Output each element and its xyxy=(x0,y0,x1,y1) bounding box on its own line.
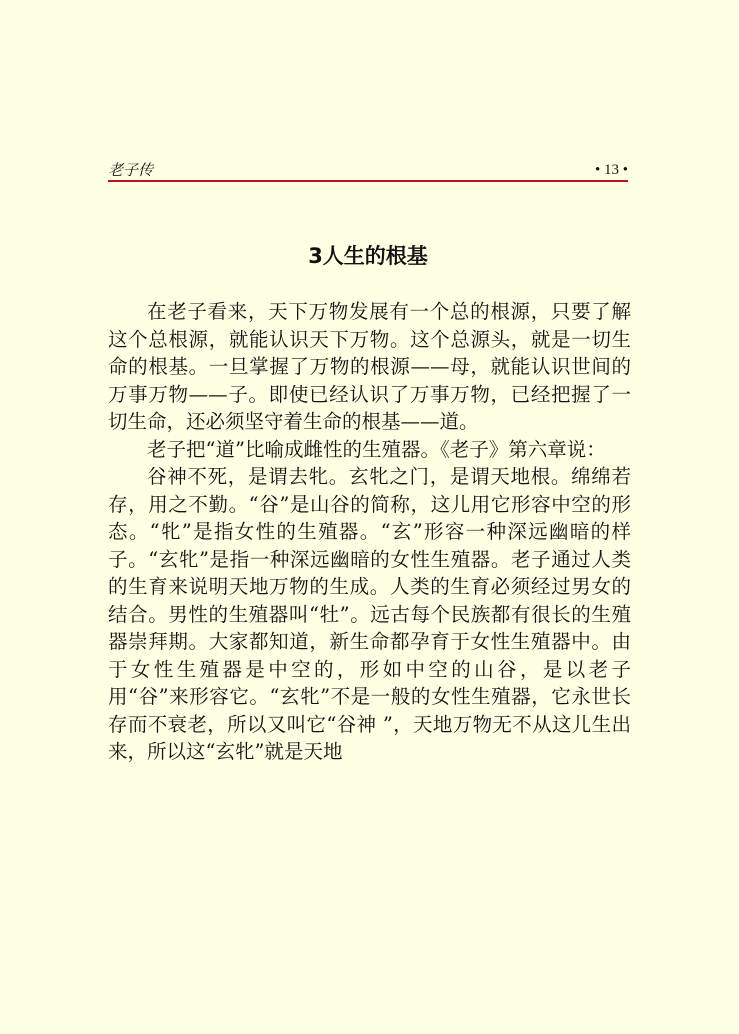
paragraph: 谷神不死，是谓去牝。玄牝之门，是谓天地根。绵绵若存，用之不勤。“谷”是山谷的简称，这儿用它形容中空的形态。“牝”是指女性的生殖器。“玄”形容一种深远幽暗的样子。“玄牝”是指一种深远幽暗的女性生殖器。老子通过人类的生育来说明天地万物的生成。人类的生育必须经过男女的结合。男性的生殖器叫“牡”。远古每个民族都有很长的生殖器崇拜期。大家都知道，新生命都孕育于女性生殖器中。由于女性生殖器是中空的，形如中空的山谷，是以老子用“谷”来形容它。“玄牝”不是一般的女性生殖器，它永世长存而不衰老，所以又叫它“谷神 ”，天地万物无不从这儿生出来，所以这“玄牝”就是天地 xyxy=(108,465,631,763)
paragraph: 在老子看来，天下万物发展有一个总的根源，只要了解这个总根源，就能认识天下万物。这个总源头，就是一切生命的根基。一旦掌握了万物的根源——母，就能认识世间的万事万物——子。即使已经认识了万事万物，已经把握了一切生命，还必须坚守着生命的根基——道。 xyxy=(108,300,631,433)
running-header xyxy=(108,160,628,182)
body-text xyxy=(108,298,631,766)
book-title: 老子传 xyxy=(108,161,154,179)
paragraph: 老子把“道”比喻成雌性的生殖器。《老子》第六章说： xyxy=(147,437,606,461)
section-title: 3人生的根基 xyxy=(308,244,428,268)
page-number: • 13 • xyxy=(594,162,628,178)
header-rule xyxy=(108,180,628,182)
